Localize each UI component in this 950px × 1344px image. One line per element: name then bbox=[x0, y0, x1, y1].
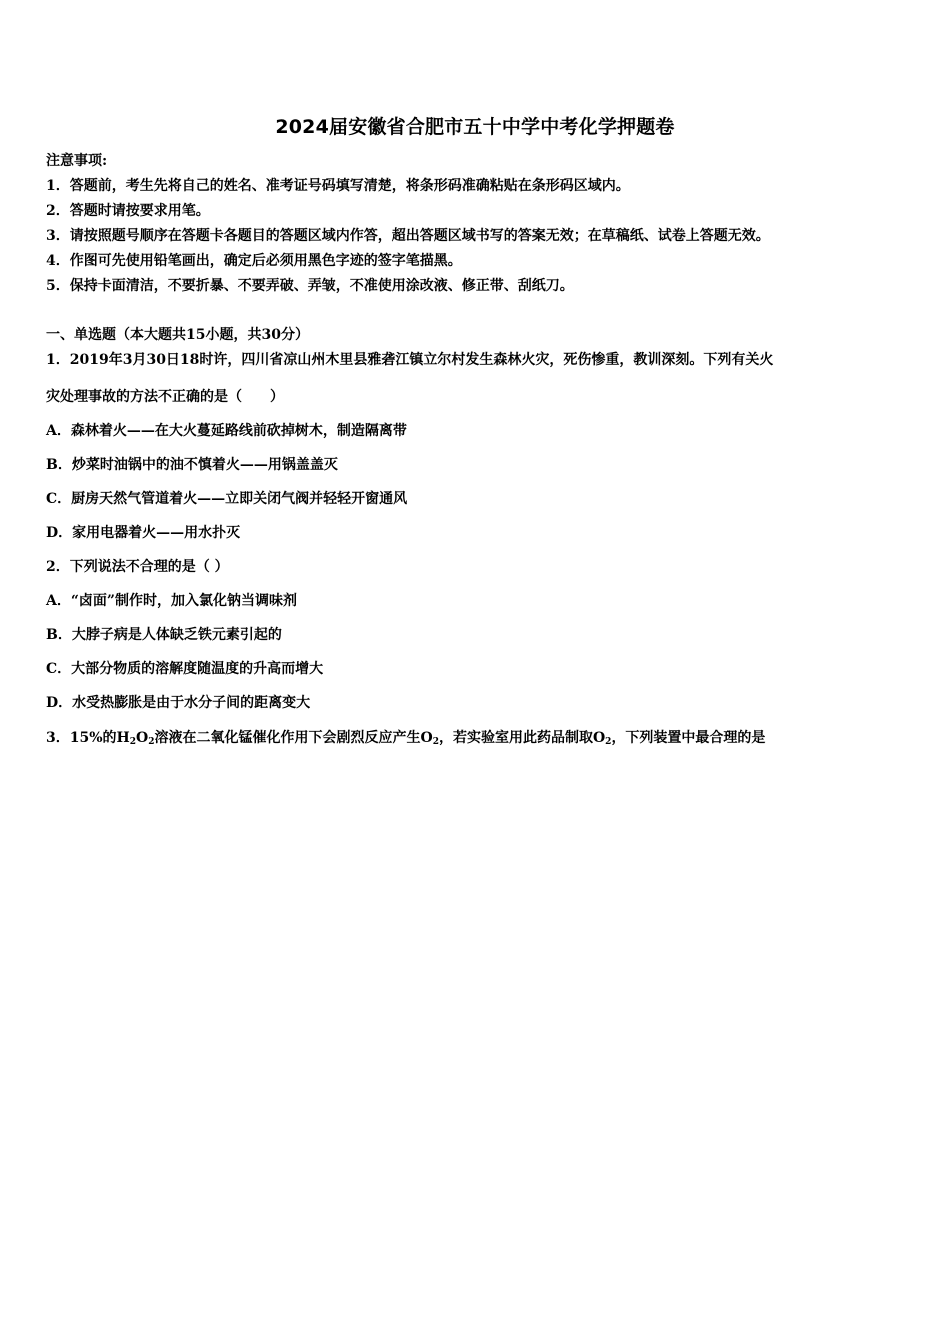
question-2-option-c: C．大部分物质的溶解度随温度的升高而增大 bbox=[46, 661, 324, 677]
subscript: 2 bbox=[432, 737, 439, 747]
question-2-option-d: D．水受热膨胀是由于水分子间的距离变大 bbox=[46, 695, 311, 711]
question-2-option-b: B．大脖子病是人体缺乏铁元素引起的 bbox=[46, 627, 282, 643]
question-1-option-b: B．炒菜时油锅中的油不慎着火——用锅盖盖灭 bbox=[46, 457, 338, 473]
question-1-option-d: D．家用电器着火——用水扑灭 bbox=[46, 525, 241, 541]
notice-item-4: 4．作图可先使用铅笔画出，确定后必须用黑色字迹的签字笔描黑。 bbox=[46, 253, 462, 269]
notice-item-1: 1．答题前，考生先将自己的姓名、准考证号码填写清楚，将条形码准确粘贴在条形码区域内。 bbox=[46, 178, 630, 194]
subscript: 2 bbox=[605, 737, 612, 747]
section-heading: 一、单选题（本大题共15小题，共30分） bbox=[46, 327, 309, 343]
question-1-stem-line-1: 1．2019年3月30日18时许，四川省凉山州木里县雅砻江镇立尔村发生森林火灾，死伤惨重，教训深刻。下列有关火 bbox=[46, 352, 774, 368]
question-1-stem-text: 灾处理事故的方法不正确的是（ bbox=[46, 389, 242, 405]
notice-item-3: 3．请按照题号顺序在答题卡各题目的答题区域内作答，超出答题区域书写的答案无效；在草稿纸、试卷上答题无效。 bbox=[46, 228, 770, 244]
notice-heading: 注意事项: bbox=[46, 153, 108, 169]
question-1-option-c: C．厨房天然气管道着火——立即关闭气阀并轻轻开窗通风 bbox=[46, 491, 408, 507]
question-3-text-4: ，若实验室用此药品制取O bbox=[438, 730, 606, 746]
page-title: 2024届安徽省合肥市五十中学中考化学押题卷 bbox=[275, 116, 675, 138]
question-3-text-1: 3．15%的H bbox=[46, 730, 130, 746]
question-3-text-5: ，下列装置中最合理的是 bbox=[611, 730, 766, 746]
question-1-option-a: A．森林着火——在大火蔓延路线前砍掉树木，制造隔离带 bbox=[46, 423, 407, 439]
question-3-text-3: 溶液在二氧化锰催化作用下会剧烈反应产生O bbox=[154, 730, 433, 746]
question-3-stem bbox=[46, 728, 765, 748]
question-3-text-2: O bbox=[136, 730, 149, 746]
question-1-close-paren: ） bbox=[270, 389, 284, 405]
notice-item-5: 5．保持卡面清洁，不要折暴、不要弄破、弄皱，不准使用涂改液、修正带、刮纸刀。 bbox=[46, 278, 574, 294]
question-1-stem-line-2 bbox=[46, 387, 284, 407]
subscript: 2 bbox=[148, 737, 155, 747]
question-2-stem: 2．下列说法不合理的是（ ） bbox=[46, 559, 229, 575]
notice-item-2: 2．答题时请按要求用笔。 bbox=[46, 203, 210, 219]
subscript: 2 bbox=[129, 737, 137, 747]
question-2-option-a: A．“卤面”制作时，加入氯化钠当调味剂 bbox=[46, 593, 297, 609]
